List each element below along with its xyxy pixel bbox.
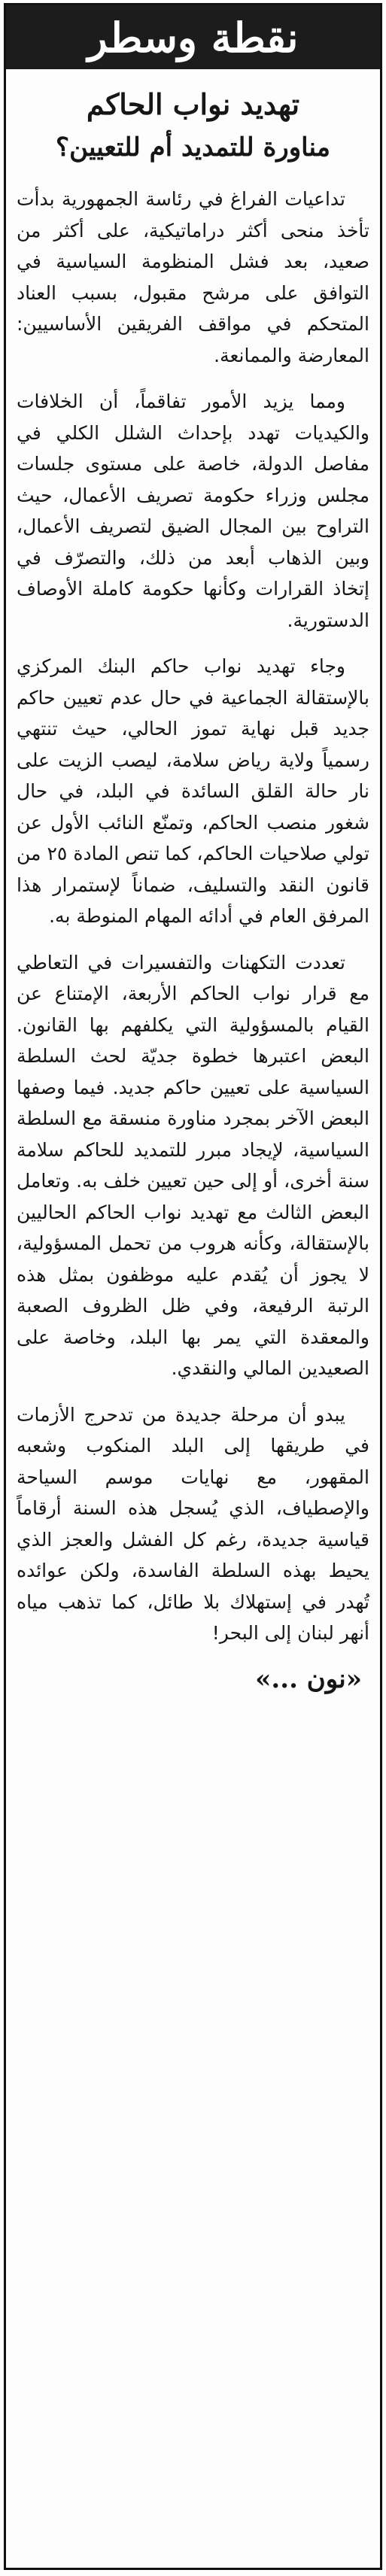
paragraph-5: يبدو أن مرحلة جديدة من تدحرج الأزمات في طريقها إلى البلد المنكوب وشعبه المقهور، مع نهايات موسم السياحة والإصطياف، الذي يُسجل هذه السنة أرقاماً قياسية جديدة، رغم كل الفشل والعجز الذي يحيط بهذه السلطة الفاسدة، ولكن عوائده تُهدر في إستهلاك بلا طائل، كما تذهب مياه أنهر لبنان إلى البحر!: [17, 1403, 369, 1645]
headline-line-2: مناورة للتمديد أم للتعيين؟: [56, 132, 330, 163]
column-banner: نقطة وسطر: [6, 5, 380, 69]
author-signoff: «نون ...»: [255, 1663, 362, 1694]
opinion-column: [4, 3, 382, 2570]
paragraph-2: ومما يزيد الأمور تفاقماً، أن الخلافات والكيديات تهدد بإحداث الشلل الكلي في مفاصل الدولة، خاصة على مستوى جلسات مجلس وزراء حكومة تصريف الأعمال، حيث التراوح بين المجال الضيق لتصريف الأعمال، وبين الذهاب أبعد من ذلك، والتصرّف في إتخاذ القرارات وكأنها حكومة كاملة الأوصاف الدستورية.: [17, 390, 369, 631]
paragraph-1: تداعيات الفراغ في رئاسة الجمهورية بدأت تأخذ منحى أكثر دراماتيكية، على أكثر من صعيد، بعد فشل المنظومة السياسية في التوافق على مرشح مقبول، بسبب العناد المتحكم في مواقف الفريقين الأساسيين: المعارضة والممانعة.: [17, 188, 369, 366]
paragraph-4: تعددت التكهنات والتفسيرات في التعاطي مع قرار نواب الحاكم الأربعة، الإمتناع عن القيام بالمسؤولية التي يكلفهم بها القانون. البعض اعتبرها خطوة جديّة لحث السلطة السياسية على تعيين حاكم جديد. فيما وصفها البعض الآخر بمجرد مناورة منسقة مع السلطة السياسية، لإيجاد مبرر للتمديد للحاكم سلامة سنة أخرى، أو إلى حين تعيين خلف به. وتعامل البعض الثالث مع تهديد نواب الحاكم الحاليين بالإستقالة، وكأنه هروب من تحمل المسؤولية، لا يجوز أن يُقدم عليه موظفون بمثل هذه الرتبة الرفيعة، وفي ظل الظروف الصعبة والمعقدة التي يمر بها البلد، وخاصة على الصعيدين المالي والنقدي.: [17, 951, 369, 1380]
headline-line-1: تهديد نواب الحاكم: [86, 87, 300, 121]
headline-block: [6, 69, 380, 176]
article-body: [6, 176, 380, 1694]
paragraph-3: وجاء تهديد نواب حاكم البنك المركزي بالإستقالة الجماعية في حال عدم تعيين حاكم جديد قبل نهاية تموز الحالي، حيث تنتهي رسمياً ولاية رياض سلامة، ليصب الزيت على نار حالة القلق السائدة في البلد، في حال شغور منصب الحاكم، وتمنّع النائب الأول عن تولي صلاحيات الحاكم، كما تنص المادة ٢٥ من قانون النقد والتسليف، ضماناً لإستمرار هذا المرفق العام في أدائه المهام المنوطة به.: [17, 655, 369, 928]
